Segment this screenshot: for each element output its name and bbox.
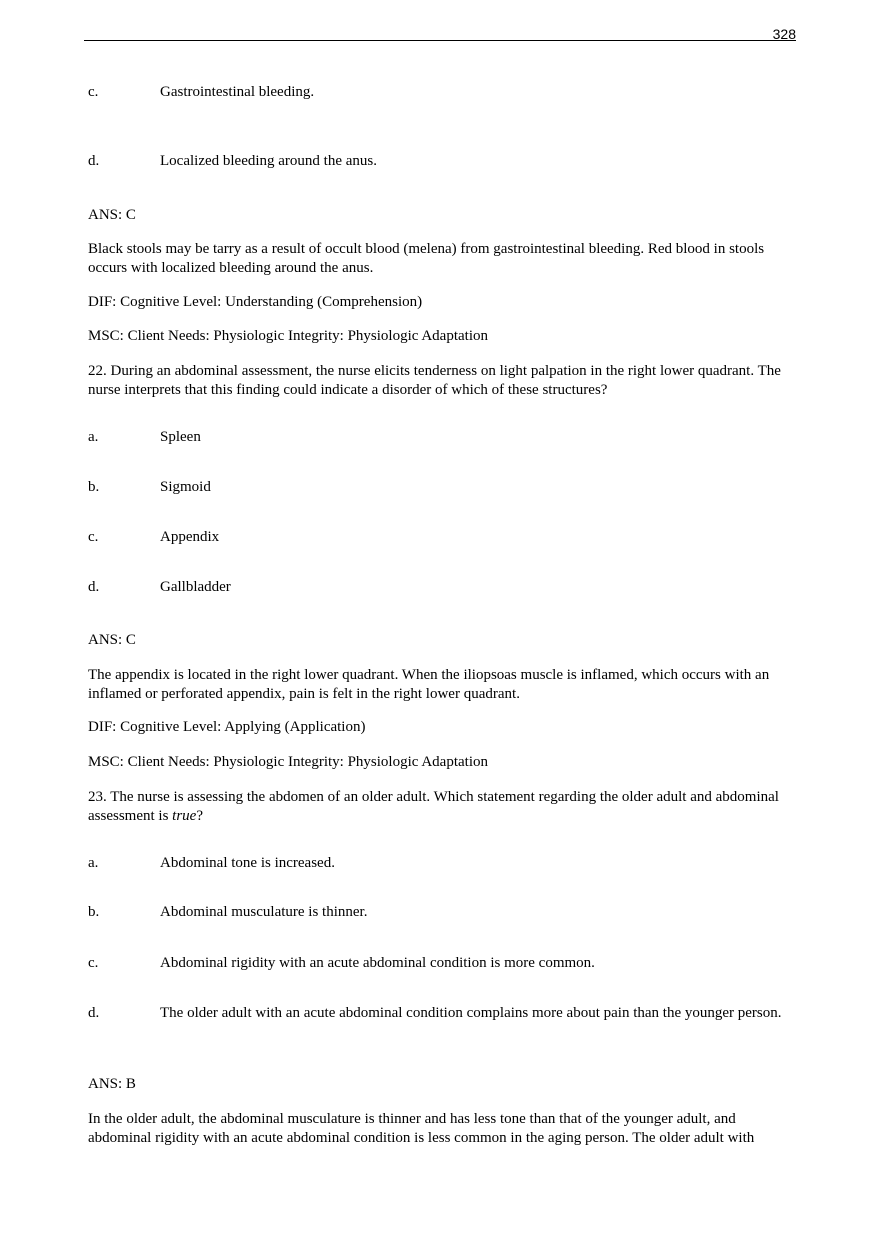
- question-stem-end: ?: [196, 808, 204, 824]
- rationale: Black stools may be tarry as a result of occult blood (melena) from gastrointestinal bleeding. Red blood in stools occurs with localized bleeding around the anus.: [88, 241, 765, 276]
- option-letter: d.: [88, 153, 100, 169]
- option-letter: a.: [88, 429, 99, 445]
- answer-line: ANS: C: [88, 632, 136, 648]
- option-letter: b.: [88, 479, 100, 495]
- option-letter: b.: [88, 904, 100, 920]
- page-number: 328: [772, 26, 796, 42]
- option-text: Abdominal tone is increased.: [160, 855, 335, 871]
- answer-line: ANS: C: [88, 207, 136, 223]
- option-letter: c.: [88, 84, 99, 100]
- difficulty-line: DIF: Cognitive Level: Applying (Application): [88, 719, 366, 735]
- option-letter: d.: [88, 1005, 100, 1021]
- option-text: Sigmoid: [160, 479, 211, 495]
- option-text: Localized bleeding around the anus.: [160, 153, 378, 169]
- difficulty-line: DIF: Cognitive Level: Understanding (Comprehension): [88, 294, 423, 310]
- option-text: Gallbladder: [160, 579, 231, 595]
- question-stem: 22. During an abdominal assessment, the nurse elicits tenderness on light palpation in the right lower quadrant. The nurse interprets that this finding could indicate a disorder of which of these structures?: [88, 363, 781, 398]
- rationale: The appendix is located in the right lower quadrant. When the iliopsoas muscle is inflamed, which occurs with an inflamed or perforated appendix, pain is felt in the right lower quadrant.: [88, 667, 770, 702]
- option-text: Abdominal rigidity with an acute abdominal condition is more common.: [160, 955, 595, 971]
- option-letter: a.: [88, 855, 99, 871]
- option-text: Abdominal musculature is thinner.: [160, 904, 368, 920]
- option-letter: c.: [88, 955, 99, 971]
- option-letter: c.: [88, 529, 99, 545]
- client-needs-line: MSC: Client Needs: Physiologic Integrity: Physiologic Adaptation: [88, 328, 488, 344]
- client-needs-line: MSC: Client Needs: Physiologic Integrity: Physiologic Adaptation: [88, 754, 488, 770]
- option-letter: d.: [88, 579, 100, 595]
- option-text: Gastrointestinal bleeding.: [160, 84, 315, 100]
- option-text: Spleen: [160, 429, 201, 445]
- question-stem-text: 23. The nurse is assessing the abdomen of an older adult. Which statement regarding the older adult and abdominal assessment is: [88, 789, 779, 824]
- question-stem-emphasis: true: [172, 808, 197, 824]
- header-rule: [84, 40, 796, 41]
- option-text: Appendix: [160, 529, 220, 545]
- answer-line: ANS: B: [88, 1076, 136, 1092]
- option-text: The older adult with an acute abdominal condition complains more about pain than the younger person.: [160, 1005, 782, 1021]
- question-stem: [88, 788, 800, 826]
- rationale: In the older adult, the abdominal musculature is thinner and has less tone than that of the younger adult, and abdominal rigidity with an acute abdominal condition is less common in the aging person. The older adult with: [88, 1111, 755, 1146]
